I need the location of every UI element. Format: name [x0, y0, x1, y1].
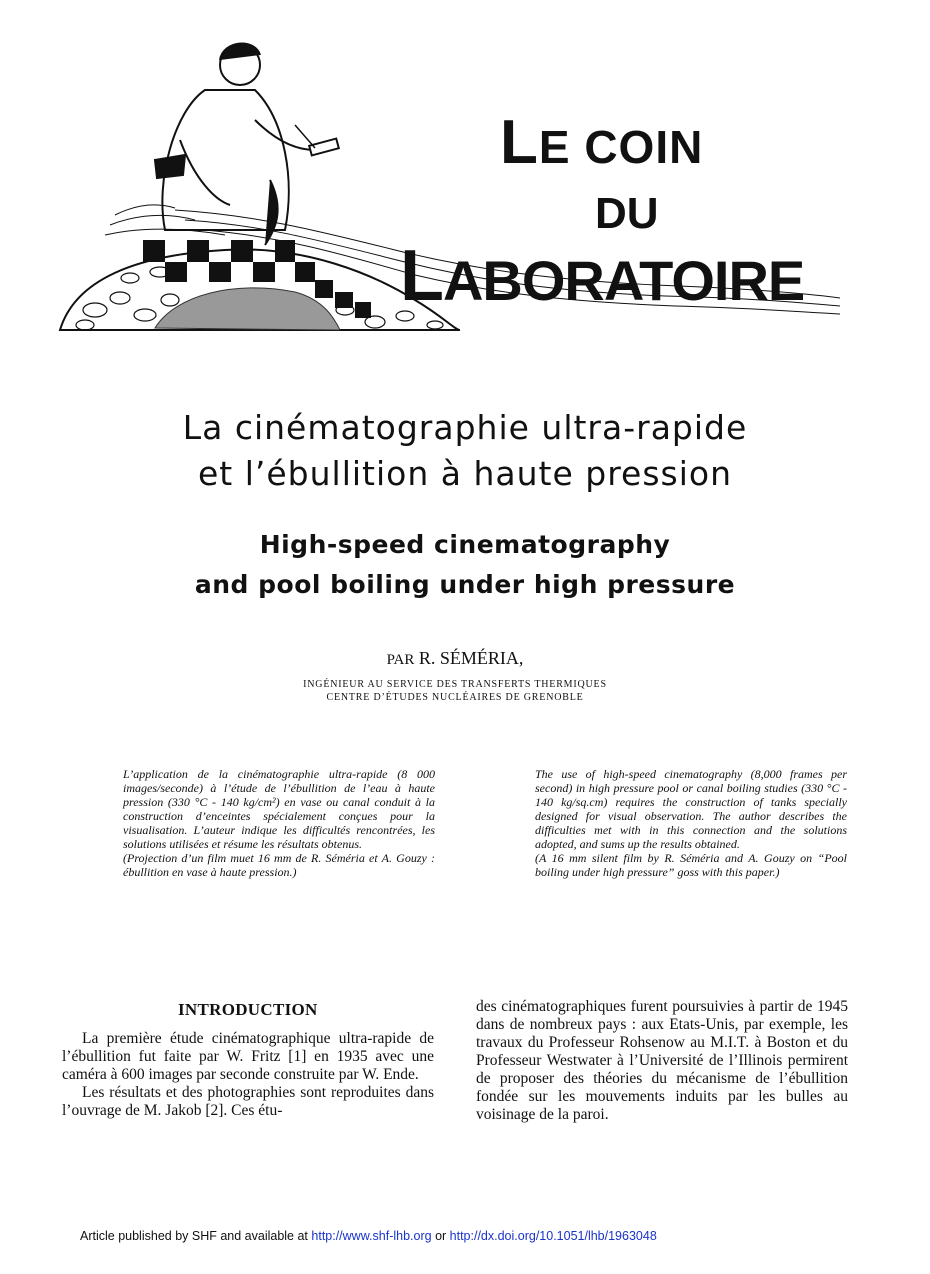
masthead — [55, 30, 845, 335]
abstract-french-note: (Projection d’un film muet 16 mm de R. Séméria et A. Gouzy : ébullition en vase à haute pression.) — [123, 851, 435, 879]
footer — [80, 1229, 657, 1243]
body-column-right — [476, 998, 848, 1124]
masthead-initial-l: L — [500, 108, 539, 177]
title-english-line1: High-speed cinematography — [259, 530, 671, 559]
footer-prefix: Article published by SHF and available at — [80, 1229, 312, 1243]
intro-paragraph-1: La première étude cinématographique ultra-rapide de l’ébullition fut faite par W. Fritz [1] en 1935 avec une caméra à 600 images par seconde construite par W. Ende. — [62, 1030, 434, 1083]
body-column-left — [62, 1030, 434, 1120]
abstract-french-text: L’application de la cinématographie ultra-rapide (8 000 images/seconde) à l’étude de l’ébullition de l’eau à haute pression (330 °C - 140 kg/cm²) en vase ou canal conduit à la construction d’enceintes spécialement conçues pour la visualisation. L’auteur indique les difficultés rencontrées, les solutions utilisées et résume les résultats obtenus. — [123, 767, 435, 851]
scientist-figure — [155, 44, 339, 245]
abstract-french — [123, 767, 435, 879]
footer-link-doi[interactable]: http://dx.doi.org/10.1051/lhb/1963048 — [449, 1229, 657, 1243]
masthead-laboratoire — [400, 236, 805, 316]
abstract-english-text: The use of high-speed cinematography (8,000 frames per second) in high pressure pool or canal boiling studies (330 °C - 140 kg/sq.cm) requires the construction of tanks specially designed for visual observation. The author describes the difficulties met with in this connection and the solutions adopted, and sums up the results obtained. — [535, 767, 847, 851]
title-french-line1: La cinématographie ultra-rapide — [182, 408, 748, 447]
masthead-du: DU — [595, 189, 659, 238]
title-english — [0, 525, 930, 605]
masthead-initial-l2: L — [400, 236, 443, 316]
intro-paragraph-2: Les résultats et des photographies sont reproduites dans l’ouvrage de M. Jakob [2]. Ces étu- — [62, 1084, 434, 1119]
affiliation-line1: INGÉNIEUR AU SERVICE DES TRANSFERTS THERMIQUES — [303, 679, 607, 690]
footer-middle: or — [431, 1229, 450, 1243]
abstract-english — [535, 767, 847, 879]
masthead-le-coin — [500, 108, 704, 177]
masthead-aboratoire: ABORATOIRE — [442, 249, 805, 312]
author-name: R. SÉMÉRIA, — [418, 648, 524, 668]
intro-paragraph-2-continued: des cinématographiques furent poursuivies à partir de 1945 dans de nombreux pays : aux Etats-Unis, par exemple, les travaux du Professeur Rohsenow au M.I.T. à Boston et du Professeur Westwater à l’Université de l’Illinois permirent de proposer des théories du mécanisme de l’ébullition fondée sur les mouvements induits par les bulles au voisinage de la paroi. — [476, 998, 848, 1123]
affiliation-line2: CENTRE D’ÉTUDES NUCLÉAIRES DE GRENOBLE — [326, 692, 584, 703]
title-french-line2: et l’ébullition à haute pression — [197, 454, 732, 493]
title-french — [0, 405, 930, 497]
byline-par: PAR — [386, 652, 415, 668]
abstract-english-note: (A 16 mm silent film by R. Séméria and A. Gouzy on “Pool boiling under high pressure” goss with this paper.) — [535, 851, 847, 879]
byline — [0, 648, 910, 669]
footer-link-shf[interactable]: http://www.shf-lhb.org — [311, 1229, 432, 1243]
title-english-line2: and pool boiling under high pressure — [194, 570, 736, 599]
introduction-heading: INTRODUCTION — [178, 1000, 318, 1019]
masthead-e-coin: E COIN — [538, 121, 704, 173]
